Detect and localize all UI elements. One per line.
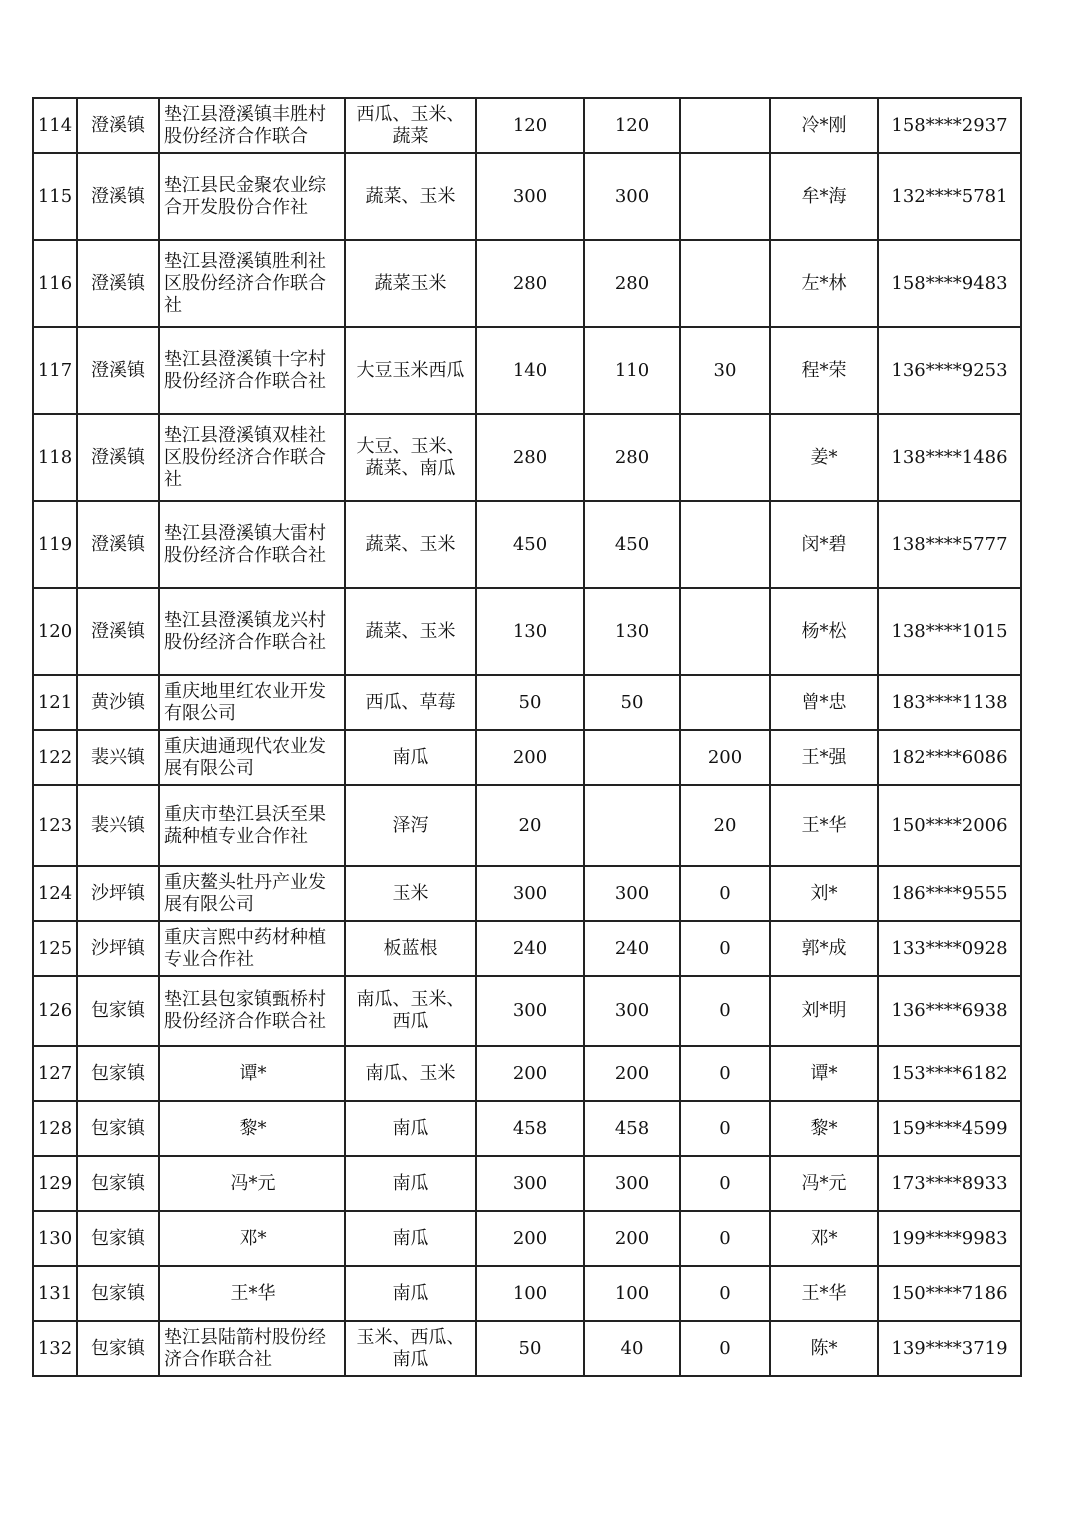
cell-crop: 板蓝根 — [345, 921, 476, 976]
cell-area-a: 300 — [584, 153, 680, 240]
cell-phone: 173****8933 — [878, 1156, 1021, 1211]
cell-index: 122 — [33, 730, 77, 785]
cell-area-a: 300 — [584, 866, 680, 921]
cell-total-area: 300 — [476, 1156, 584, 1211]
cell-crop: 蔬菜、玉米 — [345, 153, 476, 240]
cell-total-area: 50 — [476, 1321, 584, 1376]
cell-area-b: 0 — [680, 976, 770, 1046]
table-row — [33, 1156, 1021, 1211]
cell-area-a: 40 — [584, 1321, 680, 1376]
cell-phone: 183****1138 — [878, 675, 1021, 730]
cell-area-b: 0 — [680, 921, 770, 976]
cell-crop: 蔬菜、玉米 — [345, 588, 476, 675]
cell-phone: 199****9983 — [878, 1211, 1021, 1266]
cell-area-a: 110 — [584, 327, 680, 414]
cell-area-b — [680, 675, 770, 730]
cell-total-area: 50 — [476, 675, 584, 730]
cell-town: 沙坪镇 — [77, 866, 159, 921]
cell-total-area: 300 — [476, 153, 584, 240]
cell-organization: 谭* — [159, 1046, 345, 1101]
cell-index: 116 — [33, 240, 77, 327]
cell-index: 126 — [33, 976, 77, 1046]
table-body — [33, 98, 1021, 1376]
cell-index: 130 — [33, 1211, 77, 1266]
cell-index: 128 — [33, 1101, 77, 1156]
cell-crop: 蔬菜、玉米 — [345, 501, 476, 588]
cell-area-a: 50 — [584, 675, 680, 730]
cell-contact: 王*华 — [770, 1266, 878, 1321]
cell-contact: 杨*松 — [770, 588, 878, 675]
cell-organization: 垫江县澄溪镇胜利社区股份经济合作联合社 — [159, 240, 345, 327]
cell-contact: 程*荣 — [770, 327, 878, 414]
cell-crop: 大豆玉米西瓜 — [345, 327, 476, 414]
cell-town: 包家镇 — [77, 1321, 159, 1376]
cell-index: 127 — [33, 1046, 77, 1101]
cell-total-area: 300 — [476, 976, 584, 1046]
cell-phone: 158****9483 — [878, 240, 1021, 327]
cell-index: 124 — [33, 866, 77, 921]
table-row — [33, 785, 1021, 866]
cell-area-a: 240 — [584, 921, 680, 976]
cell-contact: 姜* — [770, 414, 878, 501]
table-row — [33, 153, 1021, 240]
cell-area-a: 300 — [584, 1156, 680, 1211]
cell-contact: 闵*碧 — [770, 501, 878, 588]
cell-phone: 133****0928 — [878, 921, 1021, 976]
table-row — [33, 1101, 1021, 1156]
cell-phone: 138****5777 — [878, 501, 1021, 588]
cell-area-b: 0 — [680, 1046, 770, 1101]
cell-town: 裴兴镇 — [77, 785, 159, 866]
cell-total-area: 300 — [476, 866, 584, 921]
cell-total-area: 280 — [476, 240, 584, 327]
cell-area-b: 0 — [680, 1156, 770, 1211]
cell-contact: 邓* — [770, 1211, 878, 1266]
data-table — [32, 97, 1022, 1377]
cell-total-area: 140 — [476, 327, 584, 414]
cell-area-b: 0 — [680, 866, 770, 921]
cell-area-b — [680, 98, 770, 153]
cell-total-area: 20 — [476, 785, 584, 866]
cell-area-b: 0 — [680, 1321, 770, 1376]
table-row — [33, 588, 1021, 675]
cell-town: 澄溪镇 — [77, 240, 159, 327]
cell-town: 澄溪镇 — [77, 414, 159, 501]
cell-contact: 谭* — [770, 1046, 878, 1101]
cell-town: 澄溪镇 — [77, 588, 159, 675]
cell-area-b — [680, 501, 770, 588]
cell-organization: 冯*元 — [159, 1156, 345, 1211]
cell-phone: 150****7186 — [878, 1266, 1021, 1321]
cell-area-a: 200 — [584, 1046, 680, 1101]
cell-index: 114 — [33, 98, 77, 153]
table-row — [33, 1321, 1021, 1376]
cell-area-a: 100 — [584, 1266, 680, 1321]
table-row — [33, 1266, 1021, 1321]
cell-area-a — [584, 730, 680, 785]
cell-organization: 垫江县包家镇甄桥村股份经济合作联合社 — [159, 976, 345, 1046]
cell-crop: 南瓜 — [345, 1266, 476, 1321]
cell-phone: 139****3719 — [878, 1321, 1021, 1376]
cell-contact: 陈* — [770, 1321, 878, 1376]
cell-index: 129 — [33, 1156, 77, 1211]
cell-total-area: 200 — [476, 730, 584, 785]
cell-phone: 186****9555 — [878, 866, 1021, 921]
cell-total-area: 200 — [476, 1211, 584, 1266]
cell-organization: 垫江县澄溪镇双桂社区股份经济合作联合社 — [159, 414, 345, 501]
cell-crop: 南瓜 — [345, 1101, 476, 1156]
cell-crop: 南瓜 — [345, 730, 476, 785]
cell-town: 裴兴镇 — [77, 730, 159, 785]
cell-contact: 曾*忠 — [770, 675, 878, 730]
cell-index: 118 — [33, 414, 77, 501]
table-row — [33, 921, 1021, 976]
cell-phone: 150****2006 — [878, 785, 1021, 866]
table-row — [33, 866, 1021, 921]
cell-organization: 垫江县澄溪镇龙兴村股份经济合作联合社 — [159, 588, 345, 675]
cell-area-a: 300 — [584, 976, 680, 1046]
cell-organization: 重庆言熙中药材种植专业合作社 — [159, 921, 345, 976]
cell-area-a: 130 — [584, 588, 680, 675]
cell-town: 包家镇 — [77, 976, 159, 1046]
cell-crop: 玉米、西瓜、南瓜 — [345, 1321, 476, 1376]
cell-contact: 刘* — [770, 866, 878, 921]
cell-town: 包家镇 — [77, 1046, 159, 1101]
cell-area-a: 120 — [584, 98, 680, 153]
cell-area-b — [680, 414, 770, 501]
cell-contact: 冯*元 — [770, 1156, 878, 1211]
cell-contact: 王*强 — [770, 730, 878, 785]
cell-area-b — [680, 240, 770, 327]
cell-total-area: 200 — [476, 1046, 584, 1101]
cell-contact: 刘*明 — [770, 976, 878, 1046]
cell-town: 包家镇 — [77, 1211, 159, 1266]
cell-contact: 黎* — [770, 1101, 878, 1156]
cell-organization: 黎* — [159, 1101, 345, 1156]
table-row — [33, 675, 1021, 730]
table-row — [33, 976, 1021, 1046]
cell-index: 119 — [33, 501, 77, 588]
cell-phone: 138****1015 — [878, 588, 1021, 675]
cell-total-area: 280 — [476, 414, 584, 501]
cell-area-b: 0 — [680, 1211, 770, 1266]
cell-index: 115 — [33, 153, 77, 240]
cell-total-area: 458 — [476, 1101, 584, 1156]
cell-organization: 邓* — [159, 1211, 345, 1266]
cell-town: 黄沙镇 — [77, 675, 159, 730]
cell-area-b: 0 — [680, 1101, 770, 1156]
cell-total-area: 130 — [476, 588, 584, 675]
cell-phone: 182****6086 — [878, 730, 1021, 785]
cell-phone: 138****1486 — [878, 414, 1021, 501]
cell-crop: 南瓜 — [345, 1211, 476, 1266]
cell-town: 包家镇 — [77, 1156, 159, 1211]
cell-index: 131 — [33, 1266, 77, 1321]
cell-organization: 垫江县澄溪镇丰胜村股份经济合作联合 — [159, 98, 345, 153]
cell-area-b: 20 — [680, 785, 770, 866]
table-row — [33, 730, 1021, 785]
cell-organization: 垫江县民金聚农业综合开发股份合作社 — [159, 153, 345, 240]
cell-crop: 蔬菜玉米 — [345, 240, 476, 327]
cell-phone: 132****5781 — [878, 153, 1021, 240]
cell-phone: 136****9253 — [878, 327, 1021, 414]
cell-area-b: 200 — [680, 730, 770, 785]
cell-contact: 左*林 — [770, 240, 878, 327]
cell-area-a: 200 — [584, 1211, 680, 1266]
table-row — [33, 98, 1021, 153]
cell-town: 澄溪镇 — [77, 98, 159, 153]
table-row — [33, 501, 1021, 588]
cell-organization: 重庆鳌头牡丹产业发展有限公司 — [159, 866, 345, 921]
cell-contact: 郭*成 — [770, 921, 878, 976]
cell-index: 121 — [33, 675, 77, 730]
cell-town: 澄溪镇 — [77, 327, 159, 414]
cell-total-area: 100 — [476, 1266, 584, 1321]
cell-area-b — [680, 153, 770, 240]
cell-area-b — [680, 588, 770, 675]
table-row — [33, 327, 1021, 414]
cell-phone: 136****6938 — [878, 976, 1021, 1046]
cell-organization: 重庆市垫江县沃至果蔬种植专业合作社 — [159, 785, 345, 866]
cell-area-a: 280 — [584, 414, 680, 501]
cell-area-a — [584, 785, 680, 866]
table-row — [33, 414, 1021, 501]
cell-crop: 南瓜 — [345, 1156, 476, 1211]
cell-index: 132 — [33, 1321, 77, 1376]
cell-area-a: 458 — [584, 1101, 680, 1156]
cell-organization: 垫江县澄溪镇十字村股份经济合作联合社 — [159, 327, 345, 414]
cell-total-area: 120 — [476, 98, 584, 153]
cell-crop: 西瓜、草莓 — [345, 675, 476, 730]
cell-crop: 泽泻 — [345, 785, 476, 866]
table-row — [33, 1046, 1021, 1101]
cell-organization: 重庆地里红农业开发有限公司 — [159, 675, 345, 730]
cell-organization: 重庆迪通现代农业发展有限公司 — [159, 730, 345, 785]
cell-crop: 大豆、玉米、蔬菜、南瓜 — [345, 414, 476, 501]
cell-area-a: 280 — [584, 240, 680, 327]
cell-town: 澄溪镇 — [77, 153, 159, 240]
cell-phone: 159****4599 — [878, 1101, 1021, 1156]
cell-index: 120 — [33, 588, 77, 675]
cell-crop: 玉米 — [345, 866, 476, 921]
cell-contact: 牟*海 — [770, 153, 878, 240]
cell-area-b: 0 — [680, 1266, 770, 1321]
cell-phone: 158****2937 — [878, 98, 1021, 153]
cell-contact: 冷*刚 — [770, 98, 878, 153]
cell-contact: 王*华 — [770, 785, 878, 866]
cell-crop: 南瓜、玉米 — [345, 1046, 476, 1101]
cell-organization: 王*华 — [159, 1266, 345, 1321]
cell-town: 包家镇 — [77, 1101, 159, 1156]
cell-town: 澄溪镇 — [77, 501, 159, 588]
cell-total-area: 240 — [476, 921, 584, 976]
cell-town: 包家镇 — [77, 1266, 159, 1321]
cell-index: 117 — [33, 327, 77, 414]
cell-index: 123 — [33, 785, 77, 866]
cell-index: 125 — [33, 921, 77, 976]
cell-area-b: 30 — [680, 327, 770, 414]
cell-crop: 南瓜、玉米、西瓜 — [345, 976, 476, 1046]
cell-town: 沙坪镇 — [77, 921, 159, 976]
cell-organization: 垫江县陆箭村股份经济合作联合社 — [159, 1321, 345, 1376]
cell-crop: 西瓜、玉米、蔬菜 — [345, 98, 476, 153]
cell-phone: 153****6182 — [878, 1046, 1021, 1101]
cell-total-area: 450 — [476, 501, 584, 588]
cell-area-a: 450 — [584, 501, 680, 588]
table-row — [33, 1211, 1021, 1266]
table-row — [33, 240, 1021, 327]
cell-organization: 垫江县澄溪镇大雷村股份经济合作联合社 — [159, 501, 345, 588]
